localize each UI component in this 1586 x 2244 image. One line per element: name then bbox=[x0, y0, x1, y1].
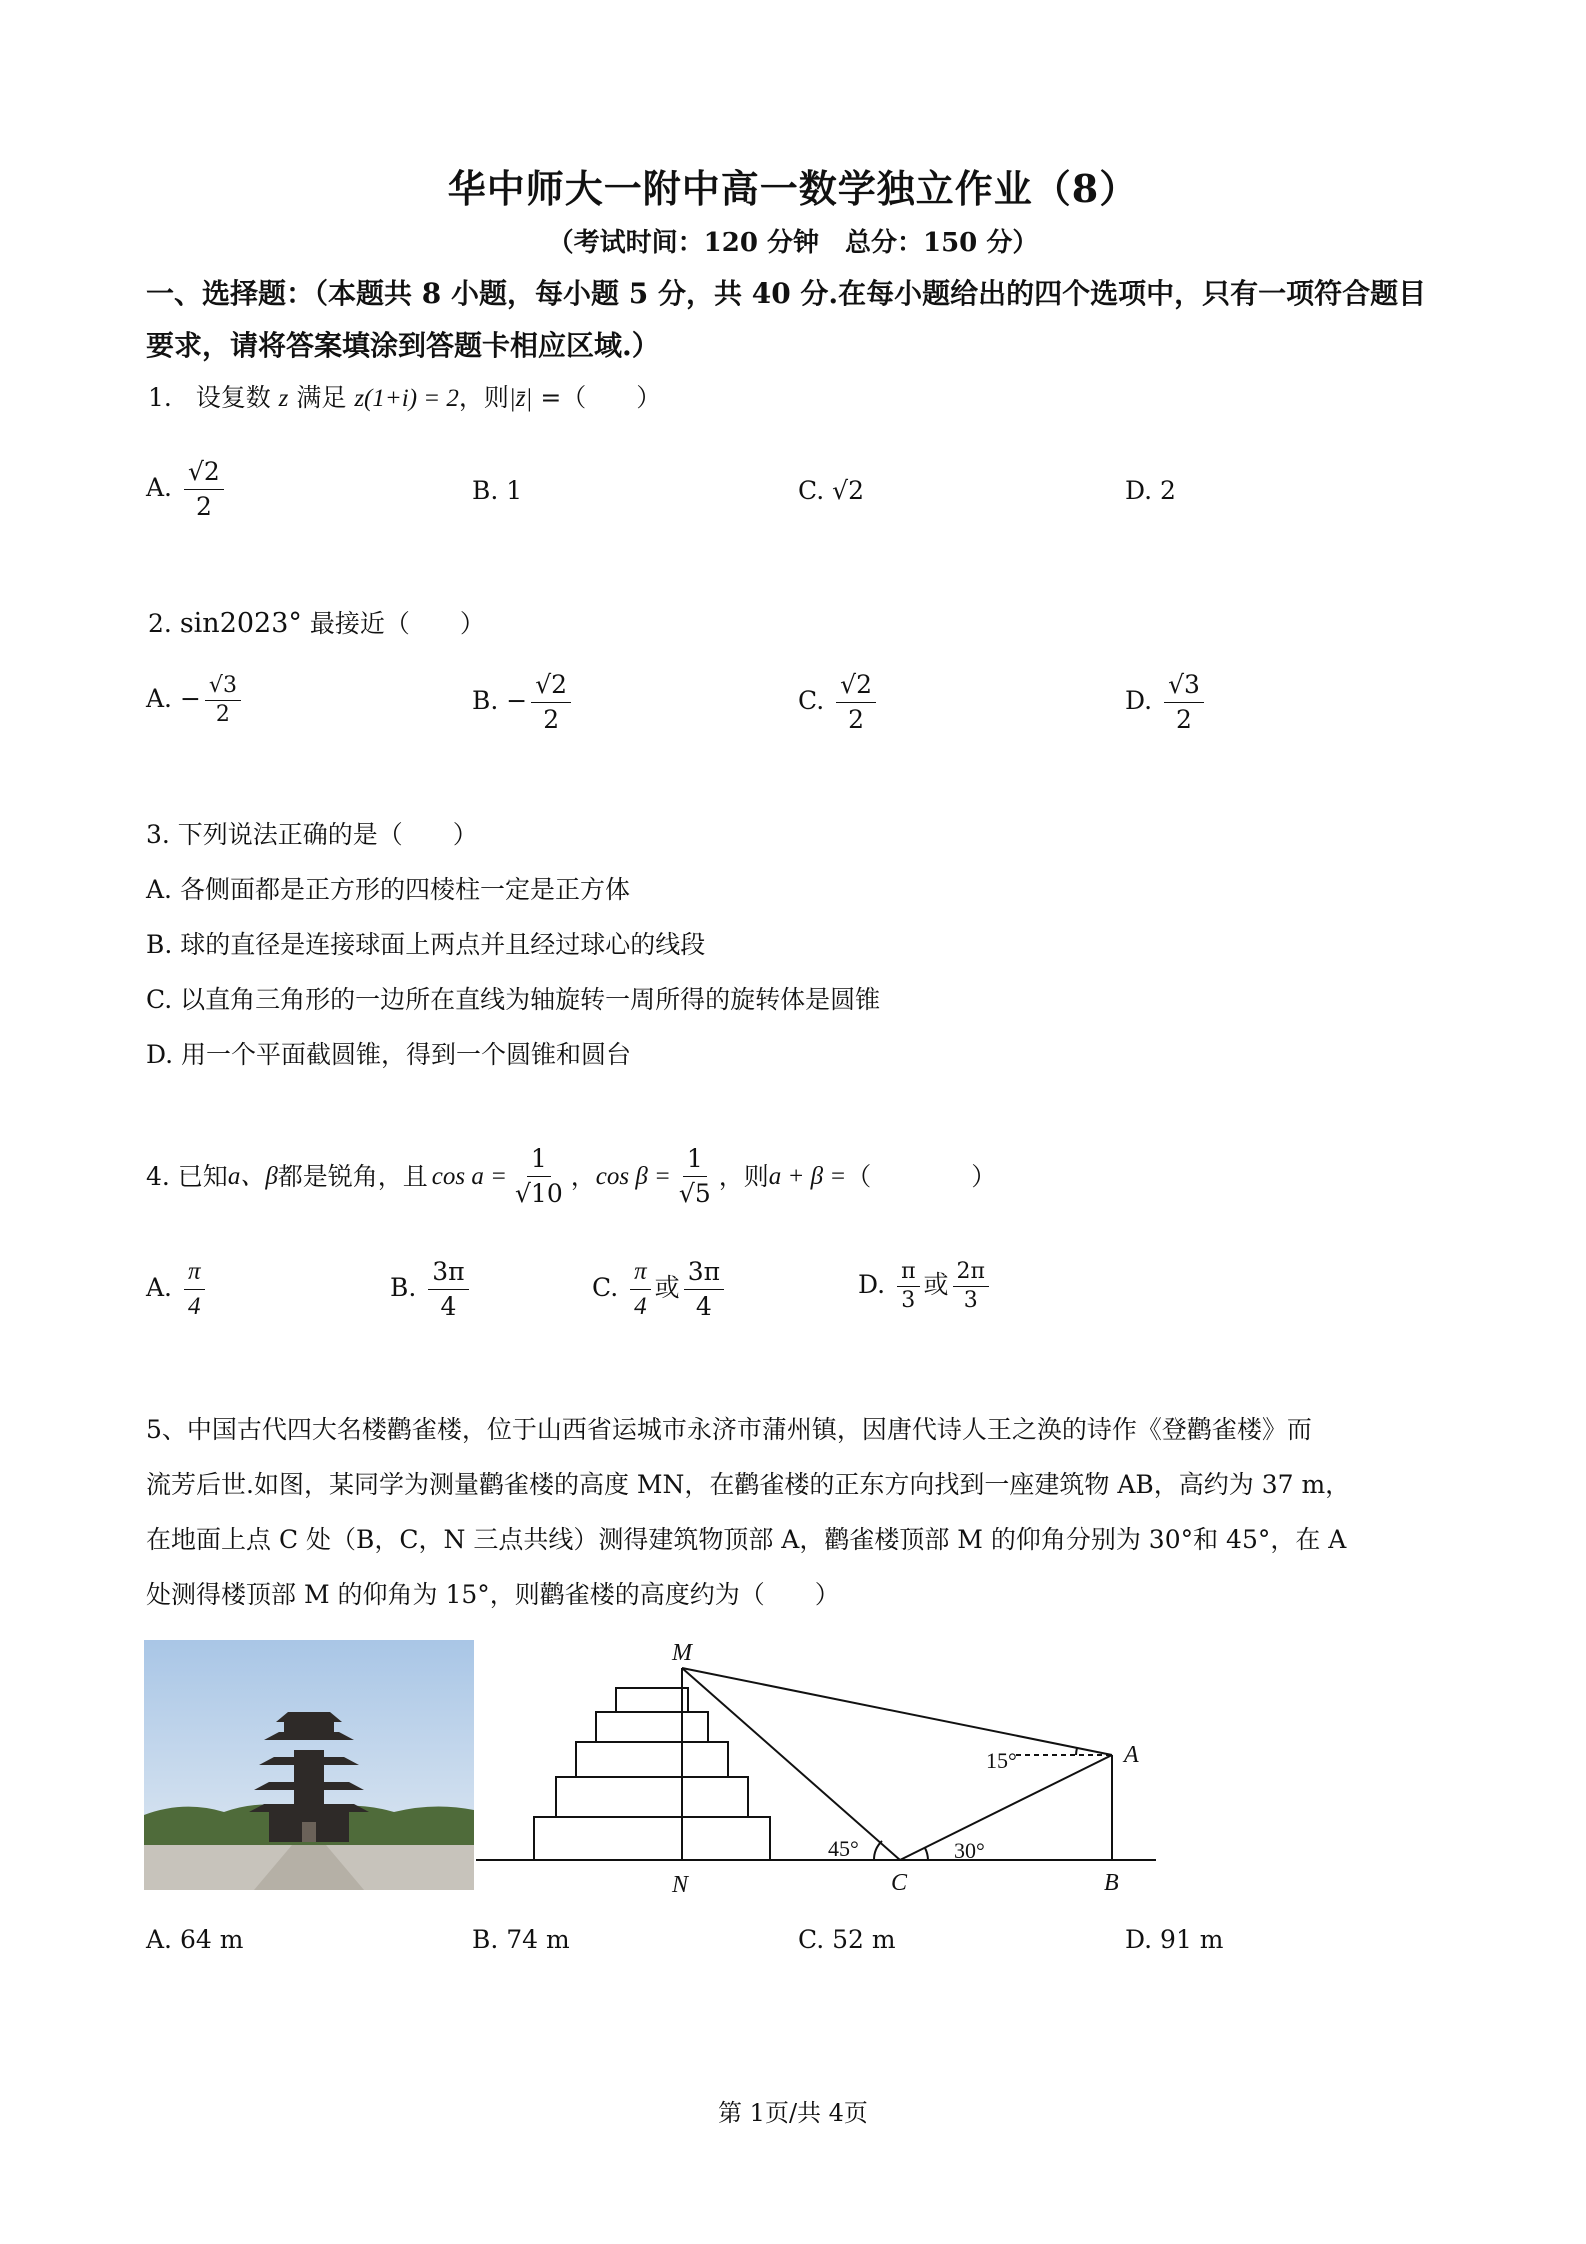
q1-option-d[interactable]: D. 2 bbox=[1125, 476, 1176, 505]
label-C: C bbox=[891, 1870, 908, 1896]
question-4-stem: 4. 已知 a、β 都是锐角，且 cos a = $\frac{1}{√10}$ ， cos β = $\frac{1}{√5}$ ，则 a + β = （ ） bbox=[146, 1144, 997, 1208]
q5-option-d[interactable]: D. 91 m bbox=[1125, 1925, 1224, 1954]
tower-tier-2 bbox=[556, 1777, 748, 1817]
fraction: $\frac{√2}{2}$ bbox=[184, 455, 224, 524]
question-5-stem: 5、中国古代四大名楼鹳雀楼，位于山西省运城市永济市蒲州镇，因唐代诗人王之涣的诗作《登鹳雀楼》而 流芳后世.如图，某同学为测量鹳雀楼的高度 MN，在鹳雀楼的正东方向找到一座建筑物 AB，高约为 37 m， 在地面上点 C 处（B，C，N 三点共线）测得建筑物顶部 A，鹳雀楼顶部 M 的仰角分别为 30°和 45°，在 A 处测得楼顶部 M 的仰角为 15°，则鹳雀楼的高度约为（ ） bbox=[146, 1415, 1351, 1609]
question-number: 1. bbox=[148, 383, 172, 412]
tower-tier-5 bbox=[616, 1688, 688, 1712]
page-title: 华中师大一附中高一数学独立作业（8） bbox=[447, 166, 1139, 211]
q5-option-b[interactable]: B. 74 m bbox=[472, 1925, 570, 1954]
q1-option-c[interactable]: C. √2 bbox=[798, 476, 864, 505]
section-heading: 一、选择题：（本题共 8 小题，每小题 5 分，共 40 分.在每小题给出的四个选项中，只有一项符合题目要求，请将答案填涂到答题卡相应区域.） bbox=[146, 277, 1427, 362]
tower-tier-1 bbox=[534, 1817, 770, 1860]
page-number: 第 1页/共 4页 bbox=[718, 2099, 868, 2127]
q2-option-c[interactable]: C. $\frac{√2}{2}$ bbox=[798, 668, 880, 737]
q3-option-b[interactable]: B. 球的直径是连接球面上两点并且经过球心的线段 bbox=[146, 930, 706, 959]
q4-option-c[interactable]: C. $\frac{\pi}{4}$ 或 $\frac{3\pi}{4}$ bbox=[592, 1255, 728, 1324]
tower-tier-3 bbox=[576, 1742, 728, 1777]
question-2-stem: 2. sin2023° 最接近（ ） bbox=[148, 608, 485, 639]
question-3-stem: 3. 下列说法正确的是（ ） bbox=[146, 820, 478, 849]
equation: z(1+i) = 2 bbox=[354, 385, 459, 412]
q3-option-c[interactable]: C. 以直角三角形的一边所在直线为轴旋转一周所得的旋转体是圆锥 bbox=[146, 985, 881, 1014]
label-A: A bbox=[1124, 1742, 1139, 1768]
angle-arc-30 bbox=[925, 1848, 928, 1860]
tower-photo bbox=[144, 1640, 474, 1890]
label-N: N bbox=[672, 1872, 689, 1898]
exam-info: （考试时间：120 分钟 总分：150 分） bbox=[547, 228, 1039, 258]
segment-MC bbox=[682, 1668, 900, 1860]
q4-option-d[interactable]: D. $\frac{\pi}{3}$ 或 $\frac{2\pi}{3}$ bbox=[858, 1258, 993, 1315]
angle-45-label: 45° bbox=[828, 1836, 859, 1861]
q4-option-b[interactable]: B. $\frac{3\pi}{4}$ bbox=[390, 1255, 473, 1324]
segment-MA bbox=[682, 1668, 1112, 1755]
q2-option-d[interactable]: D. $\frac{√3}{2}$ bbox=[1125, 668, 1208, 737]
q3-option-a[interactable]: A. 各侧面都是正方形的四棱柱一定是正方体 bbox=[146, 875, 630, 904]
q4-option-a[interactable]: A. $\frac{\pi}{4}$ bbox=[146, 1255, 209, 1324]
q2-option-b[interactable]: B. − $\frac{√2}{2}$ bbox=[472, 668, 575, 737]
abs-conjugate: |z̄| bbox=[508, 385, 533, 412]
q5-option-c[interactable]: C. 52 m bbox=[798, 1925, 896, 1954]
sin-expression: sin2023° bbox=[179, 608, 302, 639]
question-1-stem: 1. 设复数 z 满足 z(1+i) = 2，则|z̄| =（ ） bbox=[148, 383, 662, 412]
q1-option-b[interactable]: B. 1 bbox=[472, 476, 523, 505]
q3-option-d[interactable]: D. 用一个平面截圆锥，得到一个圆锥和圆台 bbox=[146, 1040, 632, 1069]
q2-option-a[interactable]: A. − $\frac{√3}{2}$ bbox=[146, 672, 245, 729]
angle-30-label: 30° bbox=[954, 1838, 985, 1863]
label-M: M bbox=[672, 1640, 692, 1666]
geometry-diagram bbox=[476, 1632, 1166, 1902]
q1-option-a[interactable]: A. $\frac{√2}{2}$ bbox=[146, 455, 228, 524]
label-B: B bbox=[1104, 1870, 1119, 1896]
angle-arc-15 bbox=[1076, 1748, 1077, 1755]
q5-option-a[interactable]: A. 64 m bbox=[146, 1925, 244, 1954]
angle-15-label: 15° bbox=[986, 1748, 1017, 1773]
tower-tier-4 bbox=[596, 1712, 708, 1742]
